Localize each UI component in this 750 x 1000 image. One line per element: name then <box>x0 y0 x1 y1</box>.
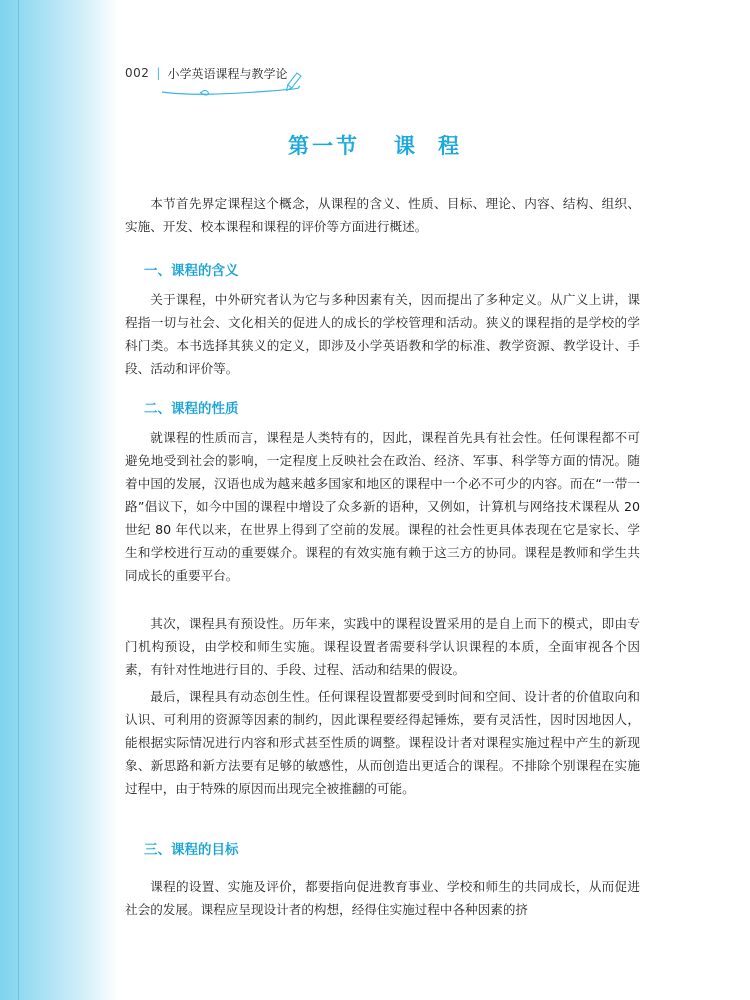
section-heading-2: 二、课程的性质 <box>144 401 239 417</box>
chapter-word-1: 课 <box>394 133 418 158</box>
page-number: 002 <box>125 66 150 80</box>
book-title: 小学英语课程与教学论 <box>167 66 288 81</box>
paragraph: 其次，课程具有预设性。历年来，实践中的课程设置采用的是自上而下的模式，即由专门机构预设，由学校和师生实施。课程设置者需要科学认识课程的本质，全面审视各个因素，有针对性地进行目的、手段、过程、活动和结果的假设。 <box>125 616 640 677</box>
header-separator: | <box>156 66 161 80</box>
section-heading-1: 一、课程的含义 <box>144 263 239 279</box>
chapter-number: 第一节 <box>288 133 360 158</box>
paragraph: 课程的设置、实施及评价，都要指向促进教育事业、学校和师生的共同成长，从而促进社会的发展。课程应呈现设计者的构想，经得住实施过程中各种因素的挤 <box>125 879 640 917</box>
section-heading-3: 三、课程的目标 <box>144 842 239 858</box>
paragraph: 最后，课程具有动态创生性。任何课程设置都要受到时间和空间、设计者的价值取向和认识、可利用的资源等因素的制约，因此课程要经得起锤炼，要有灵活性，因时因地因人，能根据实际情况进行内容和形式甚至性质的调整。课程设计者对课程实施过程中产生的新现象、新思路和新方法要有足够的敏感性，从而创造出更适合的课程。不排除个别课程在实施过程中，由于特殊的原因而出现完全被推翻的可能。 <box>125 689 640 796</box>
intro-paragraph: 本节首先界定课程这个概念，从课程的含义、性质、目标、理论、内容、结构、组织、实施、开发、校本课程和课程的评价等方面进行概述。 <box>125 196 640 234</box>
chapter-word-2: 程 <box>438 133 462 158</box>
paragraph: 就课程的性质而言，课程是人类特有的，因此，课程首先具有社会性。任何课程都不可避免地受到社会的影响，一定程度上反映社会在政治、经济、军事、科学等方面的情况。随着中国的发展，汉语也成为越来越多国家和地区的课程中一个必不可少的内容。而在“一带一路”倡议下，如今中国的课程中增设了众多新的语种，又例如，计算机与网络技术课程从 20 世纪 80 年代以来，在世界上得到了空前的发展。课程的社会性更具体表现在它是家长、学生和学校进行互动的重要媒介。课程的有效实施有赖于这三方的协同。课程是教师和学生共同成长的重要平台。 <box>125 430 640 583</box>
chapter-title <box>0 130 750 160</box>
pencil-flourish-icon <box>160 70 320 100</box>
paragraph: 关于课程，中外研究者认为它与多种因素有关，因而提出了多种定义。从广义上讲，课程指一切与社会、文化相关的促进人的成长的学校管理和活动。狭义的课程指的是学校的学科门类。本书选择其狭义的定义，即涉及小学英语教和学的标准、教学资源、教学设计、手段、活动和评价等。 <box>125 292 640 376</box>
